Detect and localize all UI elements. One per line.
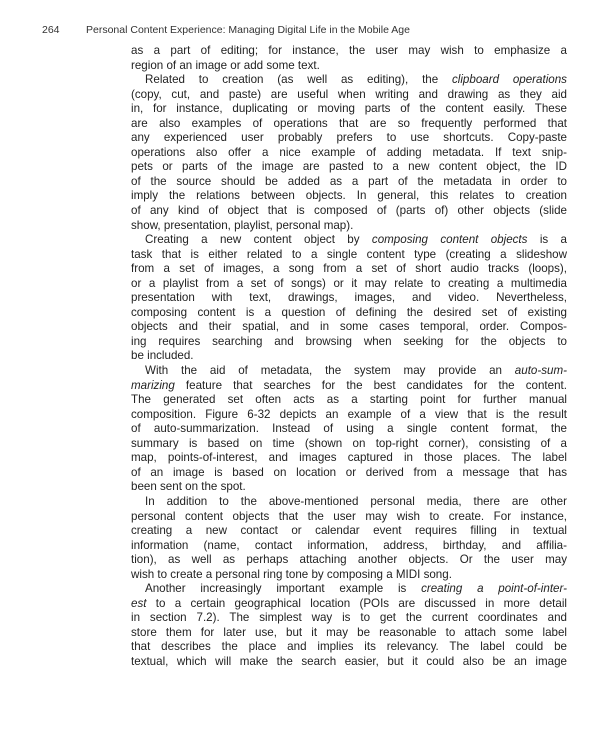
text-segment: store them for later use, but it may be reasonable to attach some label	[131, 625, 567, 639]
text-segment: show, presentation, playlist, personal map).	[131, 218, 354, 232]
text-line	[131, 219, 567, 234]
text-line	[131, 160, 567, 175]
text-segment: Creating a new content object by	[145, 233, 372, 247]
text-segment: are also examples of operations that are so frequently performed that	[131, 116, 567, 130]
emphasis-text: marizing	[131, 378, 175, 392]
text-line	[131, 539, 567, 554]
running-title: Personal Content Experience: Managing Digital Life in the Mobile Age	[86, 24, 410, 36]
text-segment: in, for instance, duplicating or moving parts of the content easily. These	[131, 102, 567, 116]
text-segment: be included.	[131, 349, 194, 363]
text-segment: feature that searches for the best candidates for the content.	[174, 378, 567, 392]
text-line	[131, 451, 567, 466]
body-text	[131, 44, 567, 670]
text-line	[131, 495, 567, 510]
text-segment: that describes the place and implies its relevancy. The label could be	[131, 640, 567, 654]
text-segment: ing requires searching and browsing when seeking for the objects to	[131, 334, 567, 348]
text-segment: wish to create a personal ring tone by composing a MIDI song.	[131, 567, 452, 581]
text-line	[131, 44, 567, 59]
text-line	[131, 568, 567, 583]
text-segment: information (name, contact information, address, birthday, and affilia-	[131, 538, 567, 552]
text-segment: imply the relations between objects. In general, this relates to creation	[131, 189, 567, 203]
text-line	[131, 73, 567, 88]
text-segment: The generated set often acts as a starting point for further manual	[131, 393, 567, 407]
text-segment: pets or parts of the image are pasted to a new content object, the ID	[131, 160, 567, 174]
text-segment: to a certain geographical location (POIs are discussed in more detail	[146, 596, 567, 610]
text-segment: Another increasingly important example is	[145, 582, 422, 596]
text-line	[131, 379, 567, 394]
text-segment: composition. Figure 6-32 depicts an example of a view that is the result	[131, 407, 567, 421]
text-line	[131, 175, 567, 190]
text-segment: of auto-summarization. Instead of using a single content format, the	[131, 422, 567, 436]
text-segment: summary is based on time (shown on top-right corner), consisting of a	[131, 436, 567, 450]
text-line	[131, 204, 567, 219]
text-segment: any experienced user probably prefers to use shortcuts. Copy-paste	[131, 131, 567, 145]
text-segment: of any kind of object that is composed of (parts of) other objects (slide	[131, 204, 567, 218]
text-line	[131, 320, 567, 335]
text-line	[131, 349, 567, 364]
text-line	[131, 655, 567, 670]
text-line	[131, 510, 567, 525]
text-segment: map, points-of-interest, and images captured in those places. The label	[131, 451, 567, 465]
text-line	[131, 102, 567, 117]
text-line	[131, 597, 567, 612]
text-line	[131, 480, 567, 495]
text-line	[131, 277, 567, 292]
text-line	[131, 553, 567, 568]
text-line	[131, 422, 567, 437]
text-line	[131, 248, 567, 263]
text-line	[131, 59, 567, 74]
text-line	[131, 640, 567, 655]
text-segment: composing content is a question of defining the desired set of existing	[131, 305, 567, 319]
text-segment: creating a new contact or calendar event requires filling in textual	[131, 524, 567, 538]
text-line	[131, 611, 567, 626]
text-line	[131, 189, 567, 204]
emphasis-text: clipboard operations	[451, 73, 567, 87]
text-segment: of an image is based on location or derived from a message that has	[131, 465, 567, 479]
text-segment: task that is either related to a single content type (creating a slideshow	[131, 247, 567, 261]
text-line	[131, 626, 567, 641]
text-segment: In addition to the above-mentioned personal media, there are other	[145, 494, 567, 508]
text-line	[131, 291, 567, 306]
text-segment: personal content objects that the user may wish to create. For instance,	[131, 509, 567, 523]
text-segment: been sent on the spot.	[131, 480, 246, 494]
text-line	[131, 88, 567, 103]
emphasis-text: creating a point-of-inter-	[421, 582, 567, 596]
text-segment: or a playlist from a set of songs) or it may relate to creating a multimedia	[131, 276, 567, 290]
text-line	[131, 393, 567, 408]
text-line	[131, 437, 567, 452]
text-line	[131, 146, 567, 161]
text-line	[131, 233, 567, 248]
text-segment: is a	[527, 233, 567, 247]
text-segment: region of an image or add some text.	[131, 58, 320, 72]
text-segment: textual, which will make the search easier, but it could also be an image	[131, 654, 567, 668]
text-line	[131, 306, 567, 321]
page-number: 264	[42, 24, 60, 36]
text-segment: (copy, cut, and paste) are useful when writing and drawing as they aid	[131, 87, 567, 101]
text-line	[131, 335, 567, 350]
text-line	[131, 262, 567, 277]
text-line	[131, 466, 567, 481]
text-segment: Related to creation (as well as editing), the	[145, 73, 452, 87]
text-segment: presentation with text, drawings, images, and video. Nevertheless,	[131, 291, 567, 305]
text-line	[131, 582, 567, 597]
text-segment: from a set of images, a song from a set of short audio tracks (loops),	[131, 262, 567, 276]
text-line	[131, 364, 567, 379]
emphasis-text: est	[131, 596, 147, 610]
text-line	[131, 408, 567, 423]
text-line	[131, 131, 567, 146]
text-segment: tion), as well as perhaps attaching another objects. Or the user may	[131, 553, 567, 567]
text-segment: With the aid of metadata, the system may provide an	[145, 364, 515, 378]
text-segment: objects and their spatial, and in some cases temporal, order. Compos-	[131, 320, 567, 334]
text-segment: of the source should be added as a part of the metadata in order to	[131, 174, 567, 188]
running-header	[42, 24, 410, 36]
text-line	[131, 117, 567, 132]
emphasis-text: auto-sum-	[514, 364, 567, 378]
text-segment: as a part of editing; for instance, the user may wish to emphasize a	[131, 44, 567, 57]
emphasis-text: composing content objects	[371, 233, 528, 247]
text-segment: in section 7.2). The simplest way is to get the current coordinates and	[131, 611, 567, 625]
text-segment: operations also offer a nice example of adding metadata. If text snip-	[131, 145, 567, 159]
text-line	[131, 524, 567, 539]
